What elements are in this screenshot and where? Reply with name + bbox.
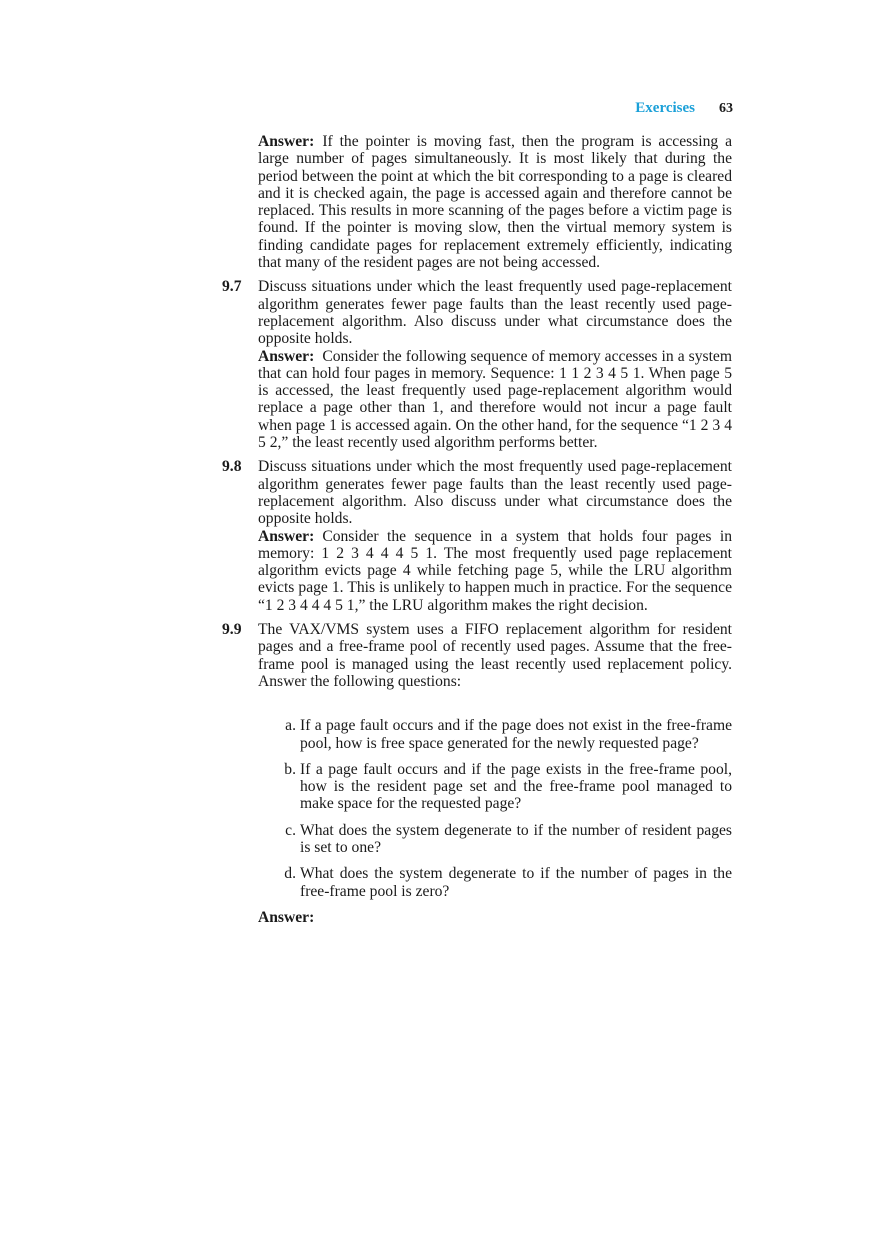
page-body (222, 133, 732, 926)
subquestion-c (285, 821, 732, 857)
exercise-answer (258, 348, 732, 452)
subquestion-text: If a page fault occurs and if the page does not exist in the free-frame pool, how is free space generated for the newly requested page? (300, 717, 732, 752)
subquestion-text: What does the system degenerate to if the number of resident pages is set to one? (300, 821, 732, 856)
exercise-number: 9.7 (222, 278, 242, 296)
section-title: Exercises (635, 100, 695, 116)
subquestion-b (284, 760, 732, 813)
exercise-9-7 (222, 278, 732, 452)
exercise-9-8 (222, 458, 732, 614)
answer-text: If the pointer is moving fast, then the program is accessing a large number of pages simultaneously. It is most likely that during the period between the point at which the bit corresponding to a page is cleared and it is checked again, the page is accessed again and therefore cannot be replaced. This results in more scanning of the pages before a victim page is found. If the pointer is moving slow, then the virtual memory system is finding candidate pages for replacement extremely efficiently, indicating that many of the resident pages are not being accessed. (258, 133, 732, 272)
subquestion-text: If a page fault occurs and if the page exists in the free-frame pool, how is the resident page set and the free-frame pool managed to make space for the requested page? (300, 760, 732, 813)
final-answer-label: Answer: (258, 908, 315, 926)
exercise-number: 9.8 (222, 458, 242, 476)
page-number: 63 (719, 101, 733, 116)
answer-text: Consider the sequence in a system that holds four pages in memory: 1 2 3 4 4 4 5 1. The most frequently used page replacement algorithm evicts page 4 while fetching page 5, while the LRU algorithm evicts page 1. This is unlikely to happen much in practice. For the sequence “1 2 3 4 4 4 5 1,” the LRU algorithm makes the right decision. (258, 527, 732, 614)
continued-answer (258, 133, 732, 271)
exercise-answer (258, 528, 732, 614)
subquestion-d (284, 865, 732, 900)
answer-text: Consider the following sequence of memory accesses in a system that can hold four pages in memory. Sequence: 1 1 2 3 4 5 1. When page 5 is accessed, the least frequently used page-replacement algorithm would replace a page other than 1, and therefore would not incur a page fault when page 1 is accessed again. On the other hand, for the sequence “1 2 3 4 5 2,” the least recently used algorithm performs better. (258, 347, 732, 452)
exercise-question: Discuss situations under which the least frequently used page-replacement algorithm generates fewer page faults than the least recently used page-replacement algorithm. Also discuss under what circumstance does the opposite holds. (258, 278, 732, 348)
subquestion-list (258, 717, 732, 900)
answer-label: Answer: (258, 527, 315, 545)
exercise-number: 9.9 (222, 621, 242, 639)
running-head (560, 100, 733, 117)
subquestion-text: What does the system degenerate to if the number of pages in the free-frame pool is zero? (300, 865, 732, 900)
subquestion-letter: d. (284, 865, 296, 883)
answer-label: Answer: (258, 347, 315, 365)
exercise-question: The VAX/VMS system uses a FIFO replacement algorithm for resident pages and a free-frame pool of recently used pages. Assume that the free-frame pool is managed using the least recently used replacement policy. Answer the following questions: (258, 621, 732, 690)
answer-label: Answer: (258, 133, 315, 150)
subquestion-letter: a. (285, 717, 296, 735)
subquestion-letter: b. (284, 760, 296, 778)
exercise-9-9 (222, 621, 732, 926)
subquestion-a (285, 717, 732, 752)
subquestion-letter: c. (285, 821, 296, 839)
exercise-question: Discuss situations under which the most frequently used page-replacement algorithm generates fewer page faults than the least recently used page-replacement algorithm. Also discuss under what circumstance does the opposite holds. (258, 458, 732, 528)
